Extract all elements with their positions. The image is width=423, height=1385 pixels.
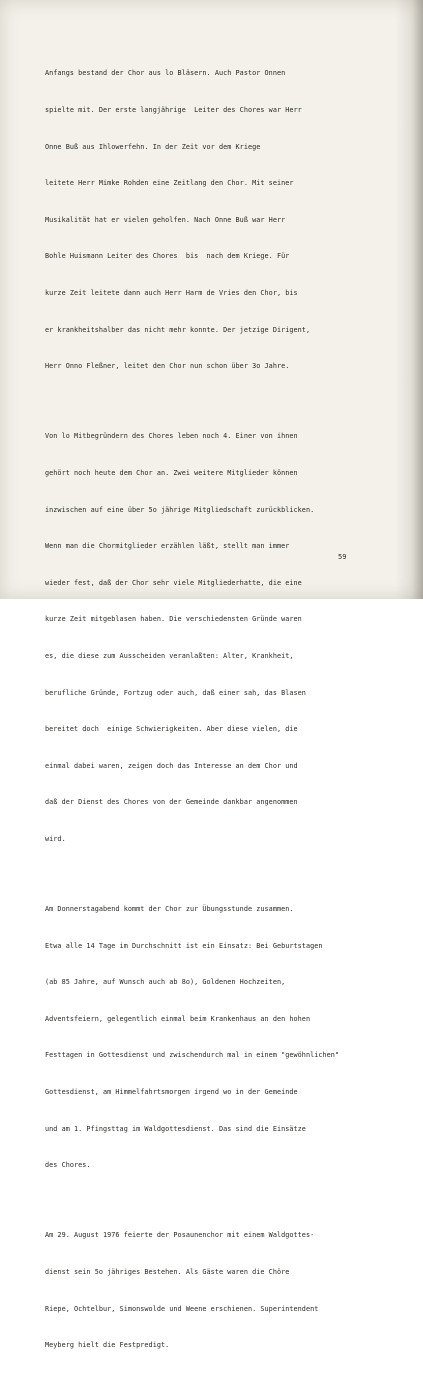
text-line: dienst sein 5o jähriges Bestehen. Als Gäste waren die Chöre [45,1267,290,1276]
text-line: Gottesdienst, am Himmelfahrtsmorgen irgend wo in der Gemeinde [45,1088,298,1097]
text-line: Onne Buß aus Ihlowerfehn. In der Zeit vor dem Kriege [45,142,261,151]
paragraph [45,406,385,870]
text-line: Wenn man die Chormitglieder erzählen läßt, stellt man immer [45,542,290,551]
text-line: wieder fest, daß der Chor sehr viele Mitgliederhatte, die eine [45,578,302,587]
text-line: inzwischen auf eine über 5o jährige Mitgliedschaft zurückblicken. [45,505,315,514]
text-line: daß der Dienst des Chores von der Gemeinde dankbar angenommen [45,798,298,807]
text-line: Meyberg hielt die Festpredigt. [45,1341,170,1350]
text-line: berufliche Gründe, Fortzug oder auch, daß einer sah, das Blasen [45,688,306,697]
text-line: des Chores. [45,1161,91,1170]
text-line: einmal dabei waren, zeigen doch das Interesse an dem Chor und [45,761,298,770]
text-line: Herr Onno Fleßner, leitet den Chor nun schon über 3o Jahre. [45,362,290,371]
text-line: und am 1. Pfingsttag im Waldgottesdienst. Das sind die Einsätze [45,1124,306,1133]
text-line: wird. [45,835,66,843]
text-line: gehört noch heute dem Chor an. Zwei weitere Mitglieder können [45,468,298,477]
text-line: kurze Zeit leitete dann auch Herr Harm de Vries den Chor, bis [45,289,298,298]
text-line: bereitet doch einige Schwierigkeiten. Aber diese vielen, die [45,725,298,734]
text-line: leitete Herr Mimke Rohden eine Zeitlang den Chor. Mit seiner [45,179,294,188]
document-body [45,43,385,1385]
text-line: Von lo Mitbegründern des Chores leben noch 4. Einer von ihnen [45,432,298,441]
text-line: Musikalität hat er vielen geholfen. Nach Onne Buß war Herr [45,215,286,224]
paragraph [45,879,385,1196]
text-line: Adventsfeiern, gelegentlich einmal beim Krankenhaus an den hohen [45,1014,311,1023]
text-line: er krankheitshalber das nicht mehr konnte. Der jetzige Dirigent, [45,325,311,334]
paragraph [45,43,385,397]
text-line: spielte mit. Der erste langjährige Leiter des Chores war Herr [45,106,302,115]
text-line: (ab 85 Jahre, auf Wunsch auch ab 8o), Goldenen Hochzeiten, [45,978,286,987]
paragraph [45,1205,385,1376]
page-edge-shadow [395,0,423,599]
text-line: es, die diese zum Ausscheiden veranlaßten: Alter, Krankheit, [45,651,294,660]
page-number: 59 [338,553,347,561]
text-line: Festtagen in Gottesdienst und zwischendurch mal in einem "gewöhnlichen" [45,1051,340,1060]
text-line: Am 29. August 1976 feierte der Posaunenchor mit einem Waldgottes- [45,1231,315,1240]
text-line: Riepe, Ochtelbur, Simonswolde und Weene erschienen. Superintendent [45,1304,319,1313]
text-line: Anfangs bestand der Chor aus lo Bläsern. Auch Pastor Onnen [45,69,286,78]
text-line: kurze Zeit mitgeblasen haben. Die verschiedensten Gründe waren [45,615,302,624]
text-line: Am Donnerstagabend kommt der Chor zur Übungsstunde zusammen. [45,905,294,914]
text-line: Bohle Huismann Leiter des Chores bis nach dem Kriege. Für [45,252,290,261]
text-line: Etwa alle 14 Tage im Durchschnitt ist ein Einsatz: Bei Geburtstagen [45,941,323,950]
